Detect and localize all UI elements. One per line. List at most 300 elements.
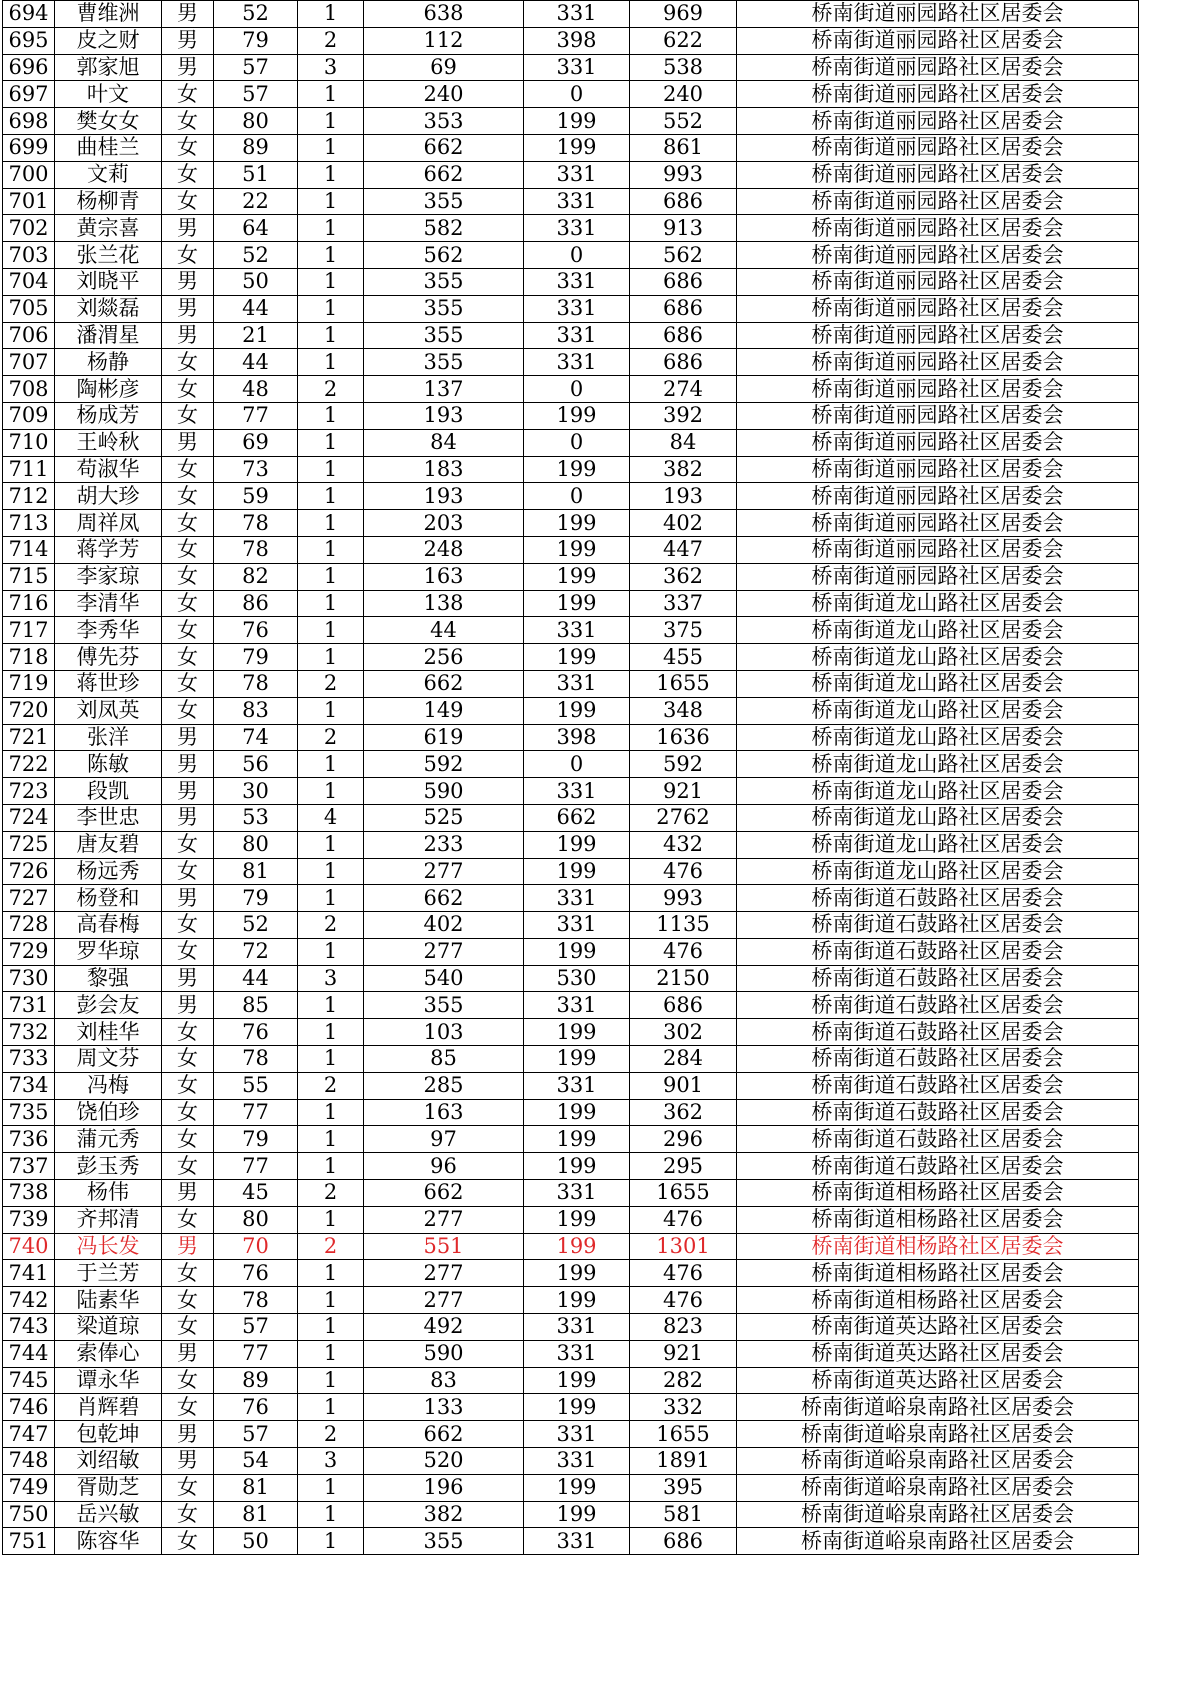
name-cell: 皮之财	[55, 27, 162, 54]
row-number-cell: 702	[3, 215, 55, 242]
row-number-cell: 732	[3, 1019, 55, 1046]
total-cell: 274	[630, 376, 737, 403]
row-number-cell: 701	[3, 188, 55, 215]
count-cell: 1	[298, 108, 364, 135]
count-cell: 1	[298, 1367, 364, 1394]
age-cell: 44	[214, 349, 298, 376]
age-cell: 74	[214, 724, 298, 751]
amount-b-cell: 199	[524, 1046, 630, 1073]
gender-cell: 男	[162, 322, 214, 349]
amount-b-cell: 0	[524, 751, 630, 778]
community-cell: 桥南街道石鼓路社区居委会	[737, 992, 1139, 1019]
row-number-cell: 742	[3, 1287, 55, 1314]
age-cell: 78	[214, 536, 298, 563]
community-cell: 桥南街道丽园路社区居委会	[737, 429, 1139, 456]
table-row	[3, 644, 1139, 671]
amount-a-cell: 662	[364, 134, 524, 161]
table-row	[3, 1099, 1139, 1126]
age-cell: 85	[214, 992, 298, 1019]
row-number-cell: 711	[3, 456, 55, 483]
name-cell: 郭家旭	[55, 54, 162, 81]
amount-b-cell: 662	[524, 804, 630, 831]
total-cell: 2762	[630, 804, 737, 831]
amount-a-cell: 83	[364, 1367, 524, 1394]
row-number-cell: 725	[3, 831, 55, 858]
name-cell: 齐邦清	[55, 1206, 162, 1233]
amount-a-cell: 277	[364, 938, 524, 965]
total-cell: 1655	[630, 1421, 737, 1448]
amount-a-cell: 163	[364, 563, 524, 590]
amount-b-cell: 331	[524, 1340, 630, 1367]
count-cell: 2	[298, 912, 364, 939]
count-cell: 1	[298, 1019, 364, 1046]
count-cell: 1	[298, 858, 364, 885]
community-cell: 桥南街道丽园路社区居委会	[737, 376, 1139, 403]
amount-a-cell: 540	[364, 965, 524, 992]
amount-a-cell: 551	[364, 1233, 524, 1260]
community-cell: 桥南街道相杨路社区居委会	[737, 1287, 1139, 1314]
table-row	[3, 134, 1139, 161]
row-number-cell: 740	[3, 1233, 55, 1260]
age-cell: 21	[214, 322, 298, 349]
row-number-cell: 710	[3, 429, 55, 456]
row-number-cell: 744	[3, 1340, 55, 1367]
total-cell: 284	[630, 1046, 737, 1073]
amount-b-cell: 331	[524, 349, 630, 376]
age-cell: 48	[214, 376, 298, 403]
name-cell: 张兰花	[55, 242, 162, 269]
amount-b-cell: 199	[524, 644, 630, 671]
community-cell: 桥南街道峪泉南路社区居委会	[737, 1448, 1139, 1475]
count-cell: 2	[298, 1233, 364, 1260]
amount-a-cell: 248	[364, 536, 524, 563]
total-cell: 84	[630, 429, 737, 456]
total-cell: 362	[630, 563, 737, 590]
count-cell: 1	[298, 81, 364, 108]
gender-cell: 女	[162, 938, 214, 965]
total-cell: 362	[630, 1099, 737, 1126]
total-cell: 1135	[630, 912, 737, 939]
community-cell: 桥南街道丽园路社区居委会	[737, 268, 1139, 295]
name-cell: 杨远秀	[55, 858, 162, 885]
name-cell: 蒲元秀	[55, 1126, 162, 1153]
gender-cell: 女	[162, 134, 214, 161]
table-row	[3, 1394, 1139, 1421]
age-cell: 76	[214, 1260, 298, 1287]
row-number-cell: 736	[3, 1126, 55, 1153]
name-cell: 胥勋芝	[55, 1474, 162, 1501]
age-cell: 78	[214, 1287, 298, 1314]
total-cell: 240	[630, 81, 737, 108]
age-cell: 69	[214, 429, 298, 456]
amount-a-cell: 592	[364, 751, 524, 778]
amount-a-cell: 562	[364, 242, 524, 269]
name-cell: 彭玉秀	[55, 1153, 162, 1180]
name-cell: 肖辉碧	[55, 1394, 162, 1421]
amount-a-cell: 590	[364, 1340, 524, 1367]
amount-b-cell: 331	[524, 1314, 630, 1341]
name-cell: 高春梅	[55, 912, 162, 939]
gender-cell: 女	[162, 831, 214, 858]
amount-a-cell: 233	[364, 831, 524, 858]
amount-a-cell: 138	[364, 590, 524, 617]
row-number-cell: 713	[3, 510, 55, 537]
community-cell: 桥南街道峪泉南路社区居委会	[737, 1474, 1139, 1501]
table-row	[3, 242, 1139, 269]
name-cell: 梁道琼	[55, 1314, 162, 1341]
amount-a-cell: 44	[364, 617, 524, 644]
amount-a-cell: 525	[364, 804, 524, 831]
age-cell: 86	[214, 590, 298, 617]
amount-a-cell: 355	[364, 295, 524, 322]
amount-a-cell: 662	[364, 670, 524, 697]
community-cell: 桥南街道龙山路社区居委会	[737, 831, 1139, 858]
count-cell: 2	[298, 670, 364, 697]
count-cell: 1	[298, 483, 364, 510]
name-cell: 彭会友	[55, 992, 162, 1019]
row-number-cell: 737	[3, 1153, 55, 1180]
name-cell: 黄宗喜	[55, 215, 162, 242]
name-cell: 李秀华	[55, 617, 162, 644]
amount-b-cell: 331	[524, 912, 630, 939]
gender-cell: 男	[162, 992, 214, 1019]
row-number-cell: 735	[3, 1099, 55, 1126]
amount-a-cell: 277	[364, 858, 524, 885]
name-cell: 陶彬彦	[55, 376, 162, 403]
age-cell: 53	[214, 804, 298, 831]
total-cell: 921	[630, 778, 737, 805]
community-cell: 桥南街道丽园路社区居委会	[737, 456, 1139, 483]
table-row	[3, 456, 1139, 483]
row-number-cell: 703	[3, 242, 55, 269]
count-cell: 1	[298, 1314, 364, 1341]
total-cell: 382	[630, 456, 737, 483]
count-cell: 1	[298, 1287, 364, 1314]
gender-cell: 女	[162, 1287, 214, 1314]
count-cell: 1	[298, 1394, 364, 1421]
row-number-cell: 739	[3, 1206, 55, 1233]
name-cell: 刘桂华	[55, 1019, 162, 1046]
name-cell: 李家琼	[55, 563, 162, 590]
table-row	[3, 108, 1139, 135]
age-cell: 64	[214, 215, 298, 242]
count-cell: 1	[298, 536, 364, 563]
row-number-cell: 723	[3, 778, 55, 805]
gender-cell: 男	[162, 804, 214, 831]
row-number-cell: 717	[3, 617, 55, 644]
amount-a-cell: 355	[364, 188, 524, 215]
count-cell: 1	[298, 1126, 364, 1153]
table-row	[3, 563, 1139, 590]
count-cell: 1	[298, 268, 364, 295]
name-cell: 索俸心	[55, 1340, 162, 1367]
amount-a-cell: 84	[364, 429, 524, 456]
community-cell: 桥南街道丽园路社区居委会	[737, 215, 1139, 242]
age-cell: 56	[214, 751, 298, 778]
community-cell: 桥南街道英达路社区居委会	[737, 1340, 1139, 1367]
amount-b-cell: 199	[524, 1126, 630, 1153]
row-number-cell: 715	[3, 563, 55, 590]
table-row	[3, 617, 1139, 644]
count-cell: 4	[298, 804, 364, 831]
table-row	[3, 670, 1139, 697]
table-row	[3, 1528, 1139, 1555]
age-cell: 57	[214, 81, 298, 108]
row-number-cell: 700	[3, 161, 55, 188]
name-cell: 胡大珍	[55, 483, 162, 510]
community-cell: 桥南街道相杨路社区居委会	[737, 1233, 1139, 1260]
count-cell: 2	[298, 724, 364, 751]
amount-b-cell: 199	[524, 1501, 630, 1528]
total-cell: 392	[630, 402, 737, 429]
total-cell: 1655	[630, 1180, 737, 1207]
name-cell: 于兰芳	[55, 1260, 162, 1287]
name-cell: 陈容华	[55, 1528, 162, 1555]
age-cell: 79	[214, 885, 298, 912]
row-number-cell: 747	[3, 1421, 55, 1448]
row-number-cell: 731	[3, 992, 55, 1019]
amount-a-cell: 355	[364, 268, 524, 295]
table-row	[3, 1, 1139, 28]
age-cell: 76	[214, 1019, 298, 1046]
gender-cell: 女	[162, 81, 214, 108]
amount-b-cell: 0	[524, 242, 630, 269]
amount-a-cell: 638	[364, 1, 524, 28]
table-row	[3, 1314, 1139, 1341]
gender-cell: 男	[162, 724, 214, 751]
row-number-cell: 714	[3, 536, 55, 563]
row-number-cell: 749	[3, 1474, 55, 1501]
name-cell: 蒋世珍	[55, 670, 162, 697]
community-cell: 桥南街道石鼓路社区居委会	[737, 885, 1139, 912]
count-cell: 1	[298, 322, 364, 349]
amount-b-cell: 199	[524, 858, 630, 885]
age-cell: 70	[214, 1233, 298, 1260]
gender-cell: 男	[162, 1448, 214, 1475]
amount-a-cell: 619	[364, 724, 524, 751]
amount-b-cell: 199	[524, 1019, 630, 1046]
count-cell: 1	[298, 1099, 364, 1126]
community-cell: 桥南街道石鼓路社区居委会	[737, 912, 1139, 939]
gender-cell: 女	[162, 510, 214, 537]
gender-cell: 女	[162, 1474, 214, 1501]
age-cell: 80	[214, 108, 298, 135]
count-cell: 1	[298, 938, 364, 965]
age-cell: 50	[214, 268, 298, 295]
row-number-cell: 697	[3, 81, 55, 108]
amount-b-cell: 199	[524, 563, 630, 590]
count-cell: 1	[298, 778, 364, 805]
amount-a-cell: 402	[364, 912, 524, 939]
table-row	[3, 1153, 1139, 1180]
count-cell: 1	[298, 161, 364, 188]
amount-b-cell: 331	[524, 1448, 630, 1475]
row-number-cell: 709	[3, 402, 55, 429]
name-cell: 刘晓平	[55, 268, 162, 295]
age-cell: 59	[214, 483, 298, 510]
table-row	[3, 1501, 1139, 1528]
name-cell: 冯长发	[55, 1233, 162, 1260]
name-cell: 谭永华	[55, 1367, 162, 1394]
community-cell: 桥南街道峪泉南路社区居委会	[737, 1394, 1139, 1421]
amount-b-cell: 199	[524, 938, 630, 965]
gender-cell: 女	[162, 563, 214, 590]
count-cell: 1	[298, 242, 364, 269]
amount-a-cell: 355	[364, 349, 524, 376]
age-cell: 79	[214, 644, 298, 671]
name-cell: 叶文	[55, 81, 162, 108]
amount-a-cell: 277	[364, 1287, 524, 1314]
amount-a-cell: 193	[364, 402, 524, 429]
table-body	[3, 1, 1139, 1555]
amount-a-cell: 240	[364, 81, 524, 108]
age-cell: 52	[214, 912, 298, 939]
count-cell: 1	[298, 215, 364, 242]
name-cell: 苟淑华	[55, 456, 162, 483]
amount-b-cell: 199	[524, 402, 630, 429]
amount-a-cell: 97	[364, 1126, 524, 1153]
amount-a-cell: 277	[364, 1260, 524, 1287]
community-cell: 桥南街道丽园路社区居委会	[737, 510, 1139, 537]
amount-b-cell: 199	[524, 697, 630, 724]
table-row	[3, 992, 1139, 1019]
total-cell: 562	[630, 242, 737, 269]
table-row	[3, 349, 1139, 376]
community-cell: 桥南街道丽园路社区居委会	[737, 27, 1139, 54]
table-row	[3, 1019, 1139, 1046]
amount-b-cell: 331	[524, 1528, 630, 1555]
gender-cell: 女	[162, 1367, 214, 1394]
amount-a-cell: 112	[364, 27, 524, 54]
amount-b-cell: 0	[524, 429, 630, 456]
age-cell: 80	[214, 831, 298, 858]
name-cell: 杨登和	[55, 885, 162, 912]
age-cell: 77	[214, 1340, 298, 1367]
community-cell: 桥南街道龙山路社区居委会	[737, 858, 1139, 885]
amount-a-cell: 149	[364, 697, 524, 724]
total-cell: 993	[630, 161, 737, 188]
gender-cell: 女	[162, 644, 214, 671]
table-row	[3, 778, 1139, 805]
gender-cell: 男	[162, 54, 214, 81]
name-cell: 段凯	[55, 778, 162, 805]
amount-b-cell: 199	[524, 1233, 630, 1260]
table-row	[3, 912, 1139, 939]
count-cell: 3	[298, 1448, 364, 1475]
total-cell: 455	[630, 644, 737, 671]
amount-a-cell: 203	[364, 510, 524, 537]
community-cell: 桥南街道英达路社区居委会	[737, 1367, 1139, 1394]
name-cell: 饶伯珍	[55, 1099, 162, 1126]
community-cell: 桥南街道龙山路社区居委会	[737, 697, 1139, 724]
name-cell: 杨静	[55, 349, 162, 376]
count-cell: 1	[298, 188, 364, 215]
community-cell: 桥南街道龙山路社区居委会	[737, 751, 1139, 778]
name-cell: 包乾坤	[55, 1421, 162, 1448]
name-cell: 岳兴敏	[55, 1501, 162, 1528]
count-cell: 3	[298, 965, 364, 992]
name-cell: 刘凤英	[55, 697, 162, 724]
count-cell: 1	[298, 1340, 364, 1367]
table-row	[3, 804, 1139, 831]
total-cell: 295	[630, 1153, 737, 1180]
total-cell: 538	[630, 54, 737, 81]
age-cell: 81	[214, 1501, 298, 1528]
community-cell: 桥南街道丽园路社区居委会	[737, 322, 1139, 349]
gender-cell: 女	[162, 376, 214, 403]
age-cell: 79	[214, 27, 298, 54]
age-cell: 73	[214, 456, 298, 483]
gender-cell: 男	[162, 751, 214, 778]
amount-b-cell: 199	[524, 1099, 630, 1126]
row-number-cell: 719	[3, 670, 55, 697]
gender-cell: 男	[162, 778, 214, 805]
total-cell: 686	[630, 322, 737, 349]
count-cell: 1	[298, 644, 364, 671]
row-number-cell: 705	[3, 295, 55, 322]
total-cell: 1655	[630, 670, 737, 697]
row-number-cell: 699	[3, 134, 55, 161]
amount-a-cell: 355	[364, 322, 524, 349]
total-cell: 395	[630, 1474, 737, 1501]
total-cell: 552	[630, 108, 737, 135]
count-cell: 1	[298, 831, 364, 858]
total-cell: 592	[630, 751, 737, 778]
amount-b-cell: 0	[524, 81, 630, 108]
age-cell: 78	[214, 510, 298, 537]
total-cell: 1636	[630, 724, 737, 751]
total-cell: 348	[630, 697, 737, 724]
count-cell: 1	[298, 697, 364, 724]
amount-a-cell: 582	[364, 215, 524, 242]
amount-b-cell: 199	[524, 1153, 630, 1180]
community-cell: 桥南街道英达路社区居委会	[737, 1314, 1139, 1341]
age-cell: 77	[214, 402, 298, 429]
row-number-cell: 745	[3, 1367, 55, 1394]
amount-b-cell: 331	[524, 778, 630, 805]
amount-b-cell: 530	[524, 965, 630, 992]
table-row	[3, 938, 1139, 965]
gender-cell: 女	[162, 1206, 214, 1233]
age-cell: 77	[214, 1153, 298, 1180]
amount-a-cell: 256	[364, 644, 524, 671]
gender-cell: 女	[162, 1046, 214, 1073]
community-cell: 桥南街道丽园路社区居委会	[737, 483, 1139, 510]
amount-b-cell: 331	[524, 1072, 630, 1099]
amount-b-cell: 331	[524, 992, 630, 1019]
amount-b-cell: 199	[524, 456, 630, 483]
amount-b-cell: 331	[524, 885, 630, 912]
name-cell: 周文芬	[55, 1046, 162, 1073]
total-cell: 1301	[630, 1233, 737, 1260]
community-cell: 桥南街道峪泉南路社区居委会	[737, 1501, 1139, 1528]
count-cell: 1	[298, 295, 364, 322]
age-cell: 89	[214, 134, 298, 161]
total-cell: 476	[630, 858, 737, 885]
amount-b-cell: 331	[524, 188, 630, 215]
table-row	[3, 1340, 1139, 1367]
total-cell: 686	[630, 992, 737, 1019]
gender-cell: 女	[162, 697, 214, 724]
row-number-cell: 728	[3, 912, 55, 939]
table-row	[3, 965, 1139, 992]
amount-a-cell: 662	[364, 1421, 524, 1448]
row-number-cell: 696	[3, 54, 55, 81]
amount-a-cell: 183	[364, 456, 524, 483]
amount-b-cell: 199	[524, 1474, 630, 1501]
community-cell: 桥南街道丽园路社区居委会	[737, 1, 1139, 28]
gender-cell: 男	[162, 1233, 214, 1260]
